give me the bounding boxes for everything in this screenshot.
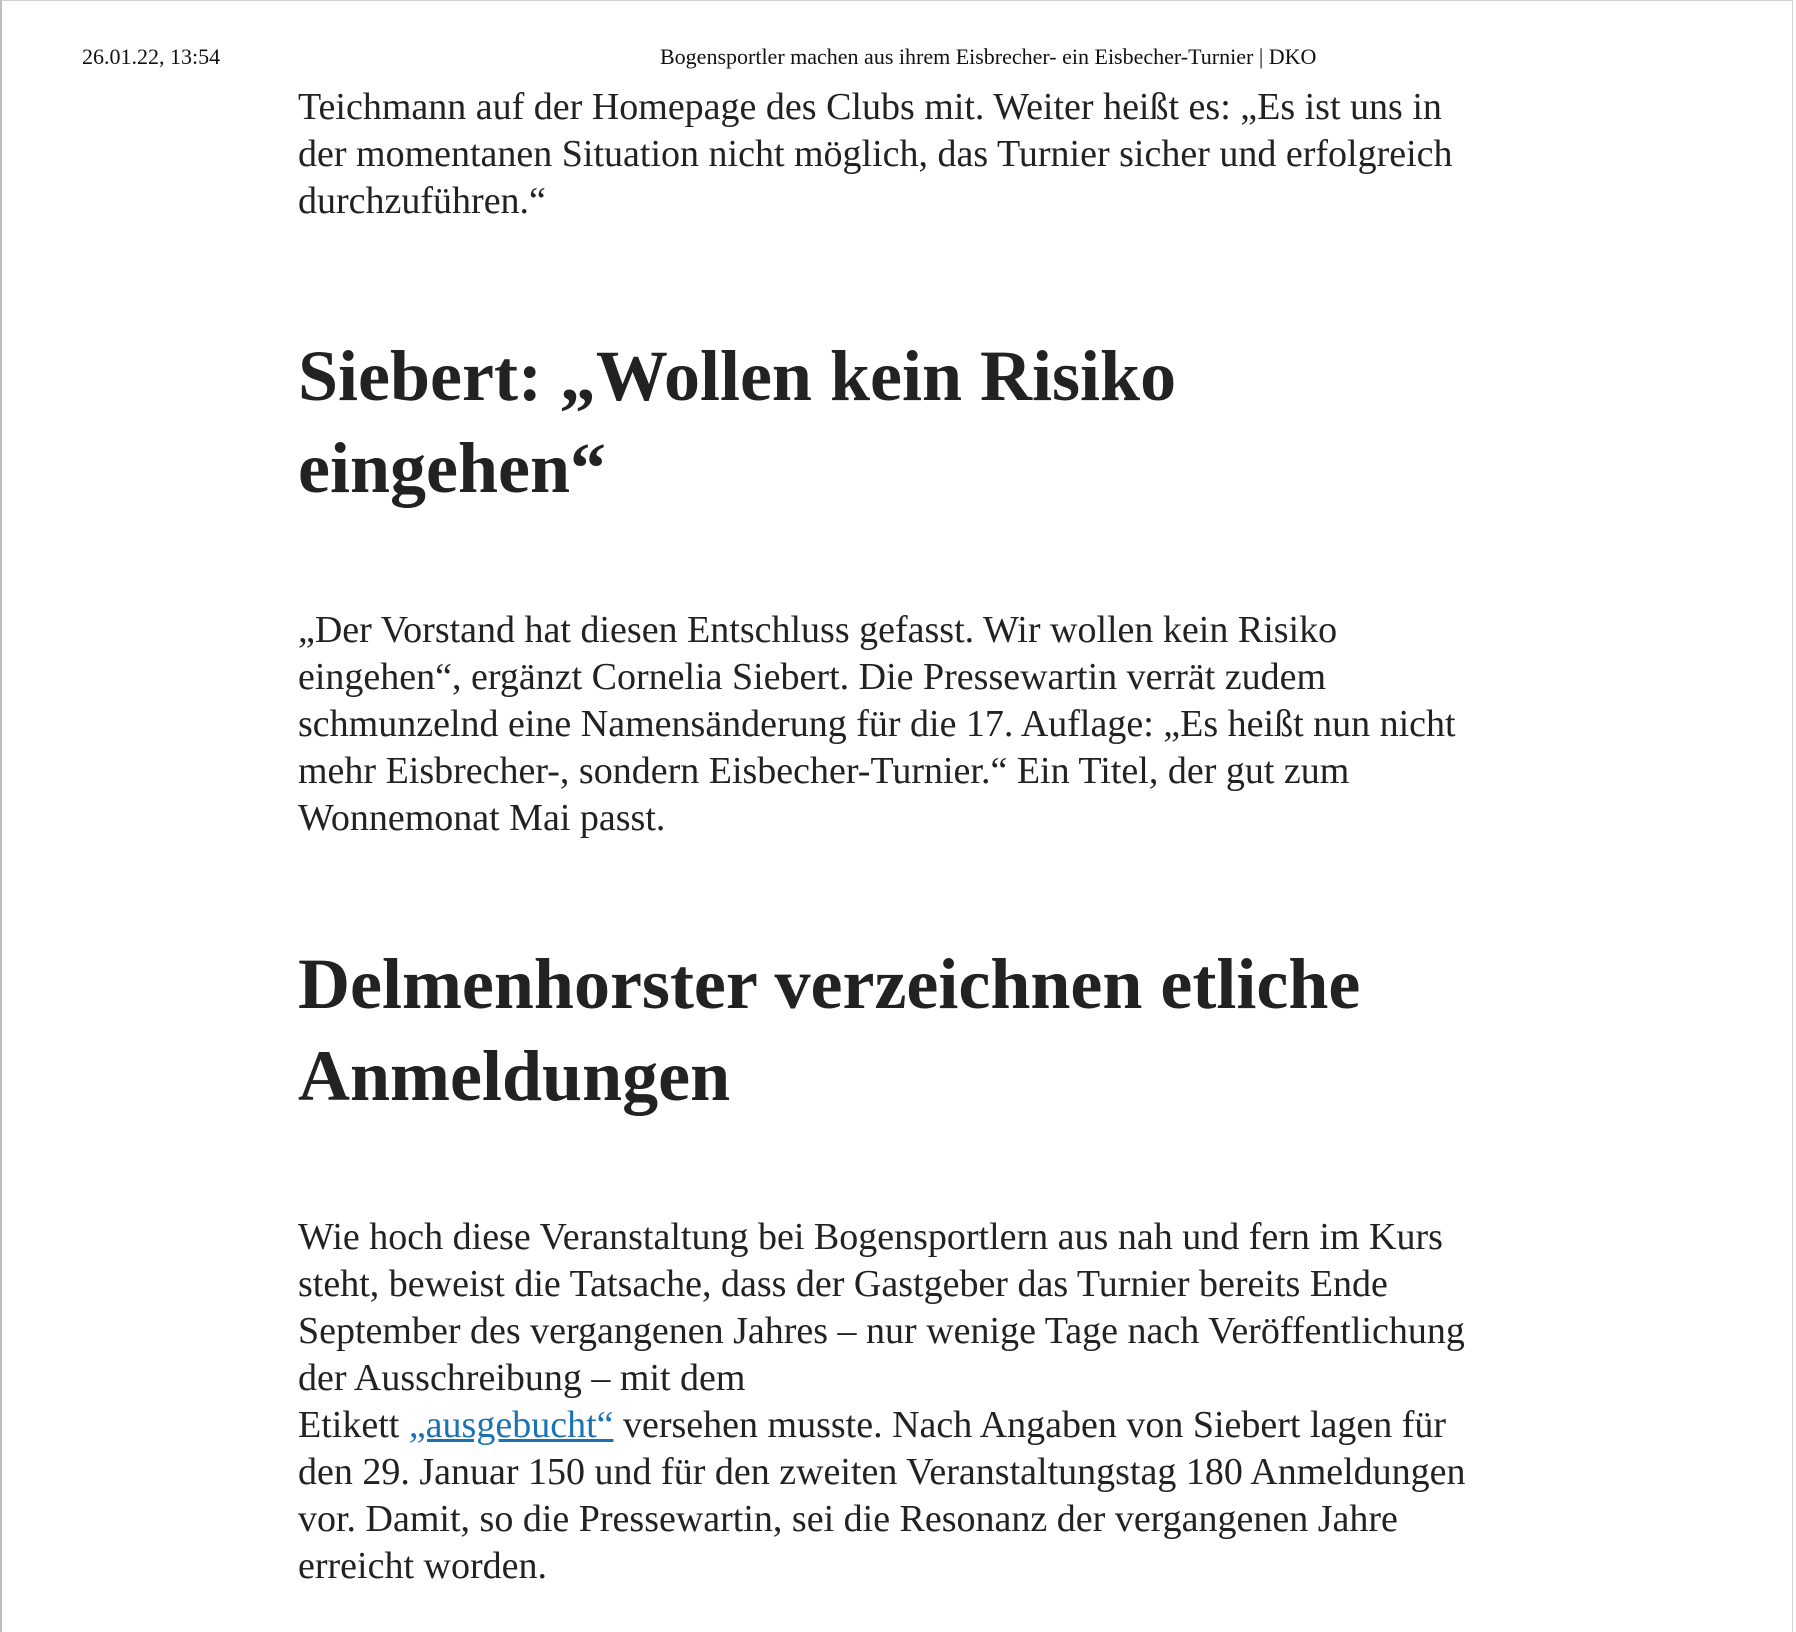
article-paragraph-2: „Der Vorstand hat diesen Entschluss gefasst. Wir wollen kein Risiko eingehen“, ergänzt Cornelia Siebert. Die Pressewartin verrät zudem schmunzelnd eine Namensänderung für die 17. Auflage: „Es heißt nun nicht mehr Eisbrecher-, sondern Eisbecher-Turnier.“ Ein Titel, der gut zum Wonnemonat Mai passt.: [298, 609, 1456, 839]
paragraph-3-etikett: Etikett: [298, 1404, 409, 1446]
article-paragraph-1: Teichmann auf der Homepage des Clubs mit. Weiter heißt es: „Es ist uns in der momentanen Situation nicht möglich, das Turnier sicher und erfolgreich durchzuführen.“: [298, 86, 1453, 222]
print-header: [0, 44, 1796, 74]
print-page-title: Bogensportler machen aus ihrem Eisbrecher- ein Eisbecher-Turnier | DKO: [660, 44, 1317, 69]
article-body: [298, 84, 1498, 1590]
ausgebucht-link[interactable]: „ausgebucht“: [408, 1404, 614, 1446]
section-heading-siebert: Siebert: „Wollen kein Risiko eingehen“: [298, 336, 1177, 508]
paragraph-3-text-end: versehen musste. Nach Angaben von Siebert lagen für den 29. Januar 150 und für den zweiten Veranstaltungstag 180 Anmeldungen vor. Damit, so die Pressewartin, sei die Resonanz der vergangenen Jahre erreicht worden.: [298, 1404, 1466, 1587]
section-heading-anmeldungen: Delmenhorster verzeichnen etliche Anmeldungen: [298, 944, 1361, 1116]
article-paragraph-3: [298, 1214, 1498, 1590]
paragraph-3-text-start: Wie hoch diese Veranstaltung bei Bogensportlern aus nah und fern im Kurs steht, beweist die Tatsache, dass der Gastgeber das Turnier bereits Ende September des vergangenen Jahres – nur wenige Tage nach Veröffentlichung der Ausschreibung – mit dem: [298, 1216, 1465, 1399]
print-timestamp: 26.01.22, 13:54: [82, 44, 221, 69]
